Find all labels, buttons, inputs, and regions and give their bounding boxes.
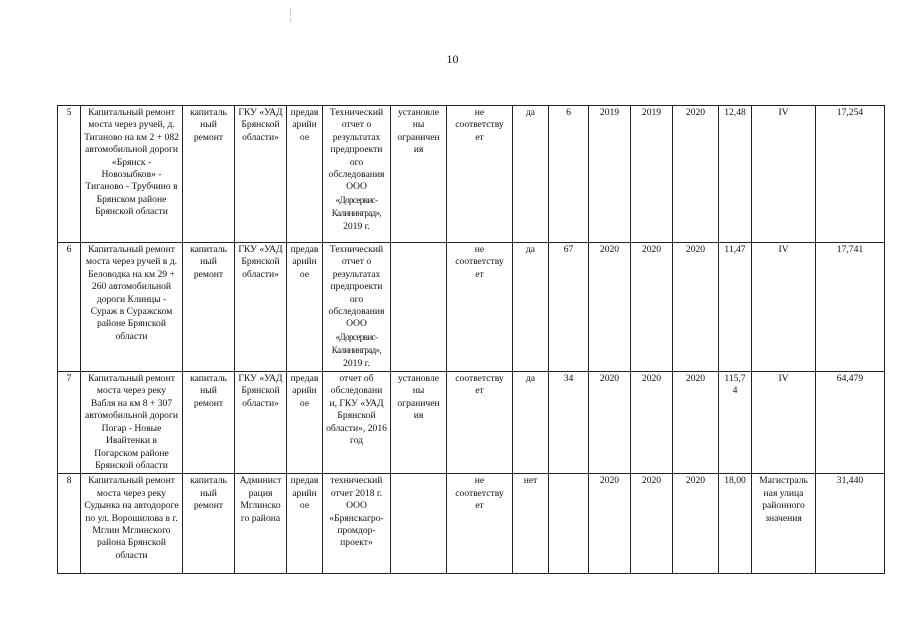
flag: да [513, 243, 549, 372]
category: IV [752, 372, 816, 474]
norm-compliance: не соответству ет [447, 243, 513, 372]
customer: ГКУ «УАД Брянской области» [235, 372, 287, 474]
year-3: 2020 [673, 372, 719, 474]
cost: 17,254 [816, 106, 885, 243]
object-name: Капитальный ремонт моста через ручей, д. Тиганово на км 2 + 082 автомобильной дороги «Брянск - Новозыбков» - Тиганово - Трубчино в Брянском районе Брянской области [81, 106, 183, 243]
year-1: 2020 [589, 372, 631, 474]
cost: 31,440 [816, 474, 885, 574]
work-type: капиталь ный ремонт [183, 106, 235, 243]
norm-compliance: соответству ет [447, 372, 513, 474]
repair-table [57, 105, 885, 574]
object-name: Капитальный ремонт моста через реку Вабля на км 8 + 307 автомобильной дороги Погар - Новые Ивайтенки в Погарском районе Брянской области [81, 372, 183, 474]
category: IV [752, 106, 816, 243]
table-row [58, 474, 885, 574]
year-3: 2020 [673, 243, 719, 372]
work-type: капиталь ный ремонт [183, 474, 235, 574]
norm-compliance: не соответству ет [447, 106, 513, 243]
condition: предав арийн ое [287, 106, 323, 243]
basis-document-org: «Дорсервис-Калининград», [331, 194, 382, 219]
basis-document-text: Технический отчет о результатах предпроекти ого обследования ООО [328, 107, 385, 193]
year-2: 2019 [631, 106, 673, 243]
page-number: 10 [446, 52, 459, 66]
length: 11,47 [719, 243, 752, 372]
basis-document-year: 2019 г. [343, 220, 370, 232]
customer: ГКУ «УАД Брянской области» [235, 106, 287, 243]
flag: да [513, 372, 549, 474]
table-row [58, 372, 885, 474]
row-number: 5 [58, 106, 81, 243]
object-name: Капитальный ремонт моста через реку Судынка на автодороге по ул. Ворошилова в г. Мглин Мглинского района Брянской области [81, 474, 183, 574]
year-2: 2020 [631, 474, 673, 574]
flag: да [513, 106, 549, 243]
basis-document [323, 243, 391, 372]
basis-document: отчет об обследовани и, ГКУ «УАД Брянской области», 2016 год [323, 372, 391, 474]
year-2: 2020 [631, 372, 673, 474]
condition: предав арийн ое [287, 474, 323, 574]
year-1: 2020 [589, 243, 631, 372]
basis-document-year: 2019 г. [343, 357, 370, 369]
length: 12,48 [719, 106, 752, 243]
cost: 17,741 [816, 243, 885, 372]
year-2: 2020 [631, 243, 673, 372]
category: Магистраль ная улица районного значения [752, 474, 816, 574]
value [549, 474, 589, 574]
length: 18,00 [719, 474, 752, 574]
restrictions: установле ны ограничен ия [391, 106, 447, 243]
object-name: Капитальный ремонт моста через ручей в д. Беловодка на км 29 + 260 автомобильной дороги Клинцы - Сураж в Суражском районе Брянской области [81, 243, 183, 372]
restrictions [391, 243, 447, 372]
norm-compliance: не соответству ет [447, 474, 513, 574]
length: 115,74 [719, 372, 752, 474]
table-row [58, 243, 885, 372]
year-1: 2019 [589, 106, 631, 243]
basis-document [323, 106, 391, 243]
restrictions: установле ны ограничен ия [391, 372, 447, 474]
condition: предав арийн ое [287, 243, 323, 372]
row-number: 8 [58, 474, 81, 574]
customer: ГКУ «УАД Брянской области» [235, 243, 287, 372]
value: 34 [549, 372, 589, 474]
condition: предав арийн ое [287, 372, 323, 474]
year-1: 2020 [589, 474, 631, 574]
basis-document-org: «Дорсервис-Калининград», [331, 331, 382, 356]
flag: нет [513, 474, 549, 574]
row-number: 7 [58, 372, 81, 474]
value: 67 [549, 243, 589, 372]
year-3: 2020 [673, 106, 719, 243]
table-row [58, 106, 885, 243]
work-type: капиталь ный ремонт [183, 243, 235, 372]
scan-mark [290, 8, 292, 22]
value: 6 [549, 106, 589, 243]
basis-document: технический отчет 2018 г. ООО «Брянскагро-промдор-проект» [323, 474, 391, 574]
basis-document-text: Технический отчет о результатах предпроекти ого обследования ООО [328, 244, 385, 330]
cost: 64,479 [816, 372, 885, 474]
work-type: капиталь ный ремонт [183, 372, 235, 474]
customer: Админист рация Мглинско го района [235, 474, 287, 574]
row-number: 6 [58, 243, 81, 372]
year-3: 2020 [673, 474, 719, 574]
category: IV [752, 243, 816, 372]
restrictions [391, 474, 447, 574]
